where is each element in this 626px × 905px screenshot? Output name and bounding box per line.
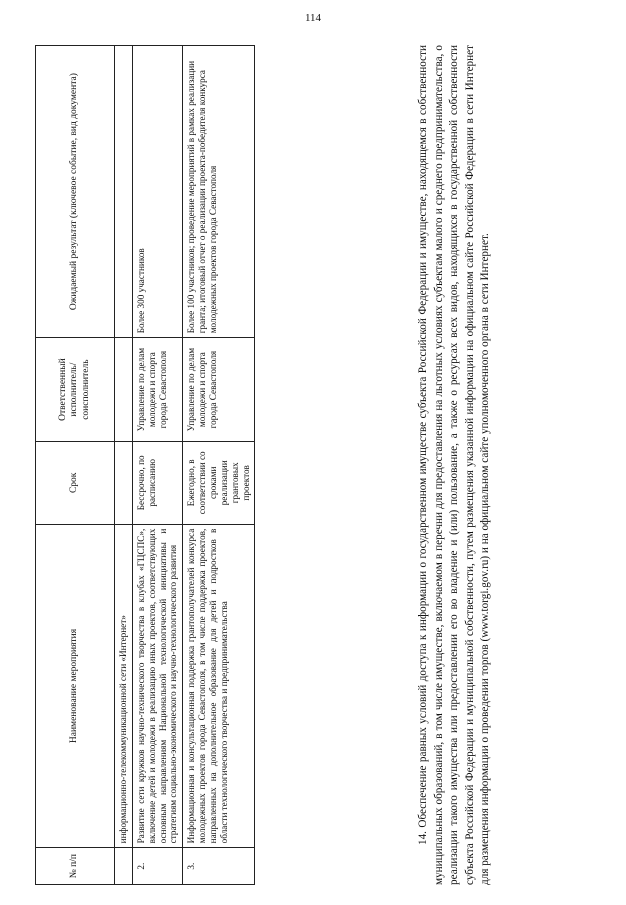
row-name: Информационная и консультационная поддержка грантополучателей конкурса молодежных проектов города Севастополя, в том числе поддержка проектов, направленных на дополнительное образование для детей и подростков в области технологического творчества и предпринимательства — [183, 524, 255, 848]
header-term: Срок — [36, 441, 115, 524]
body-paragraph: 14. Обеспечение равных условий доступа к информации о государственном имуществе субъекта Российской Федерации и имуществе, находящемся в собственности муниципальных образований, в том числе имуществе, включаемом в перечни для предоставления на льготных условиях субъектам малого и среднего предпринимательства, о реализации такого имущества или предоставлении его во владение и (или) пользование, а также о ресурсах всех видов, находящихся в государственной собственности субъекта Российской Федерации и муниципальной собственности, путем размещения указанной информации на официальном сайте Российской Федерации в сети Интернет для размещения информации о проведении торгов (www.torgi.gov.ru) и на официальном сайте уполномоченного органа в сети Интернет. — [417, 45, 491, 885]
row-responsible: Управление по делам молодежи и спорта города Севастополя — [183, 338, 255, 442]
header-result: Ожидаемый результат (ключевое событие, вид документа) — [36, 46, 115, 338]
table-header-row — [36, 46, 115, 885]
row-num: 3. — [183, 848, 255, 885]
row-result — [115, 46, 133, 338]
page-number: 114 — [304, 12, 322, 24]
table-row — [183, 46, 255, 885]
rotated-page-content — [35, 25, 595, 885]
row-term: Бессрочно, по расписанию — [132, 441, 182, 524]
header-name: Наименование мероприятия — [36, 524, 115, 848]
row-result: Более 300 участников — [132, 46, 182, 338]
row-result: Более 100 участников; проведение мероприятий в рамках реализации гранта; итоговый отчет о реализации проекта-победителя конкурса молодежных проектов города Севастополя — [183, 46, 255, 338]
row-name: Развитие сети кружков научно-технического творчества в клубах «ГЦСПС», включение детей и молодежи в реализацию иных проектов, соответствующих основным направлениям Национальной технологической инициативы и стратегиям социально-экономического и научно-технологического развития — [132, 524, 182, 848]
events-table — [35, 45, 255, 885]
table-row — [115, 46, 133, 885]
header-responsible: Ответственный исполнитель/ соисполнитель — [36, 338, 115, 442]
row-term: Ежегодно, в соответствии со сроками реализации грантовых проектов — [183, 441, 255, 524]
table-row — [132, 46, 182, 885]
row-num: 2. — [132, 848, 182, 885]
row-responsible — [115, 338, 133, 442]
row-term — [115, 441, 133, 524]
row-name: информационно-телекоммуникационной сети «Интернет» — [115, 524, 133, 848]
row-num — [115, 848, 133, 885]
row-responsible: Управление по делам молодежи и спорта города Севастополя — [132, 338, 182, 442]
header-num: № п/п — [36, 848, 115, 885]
